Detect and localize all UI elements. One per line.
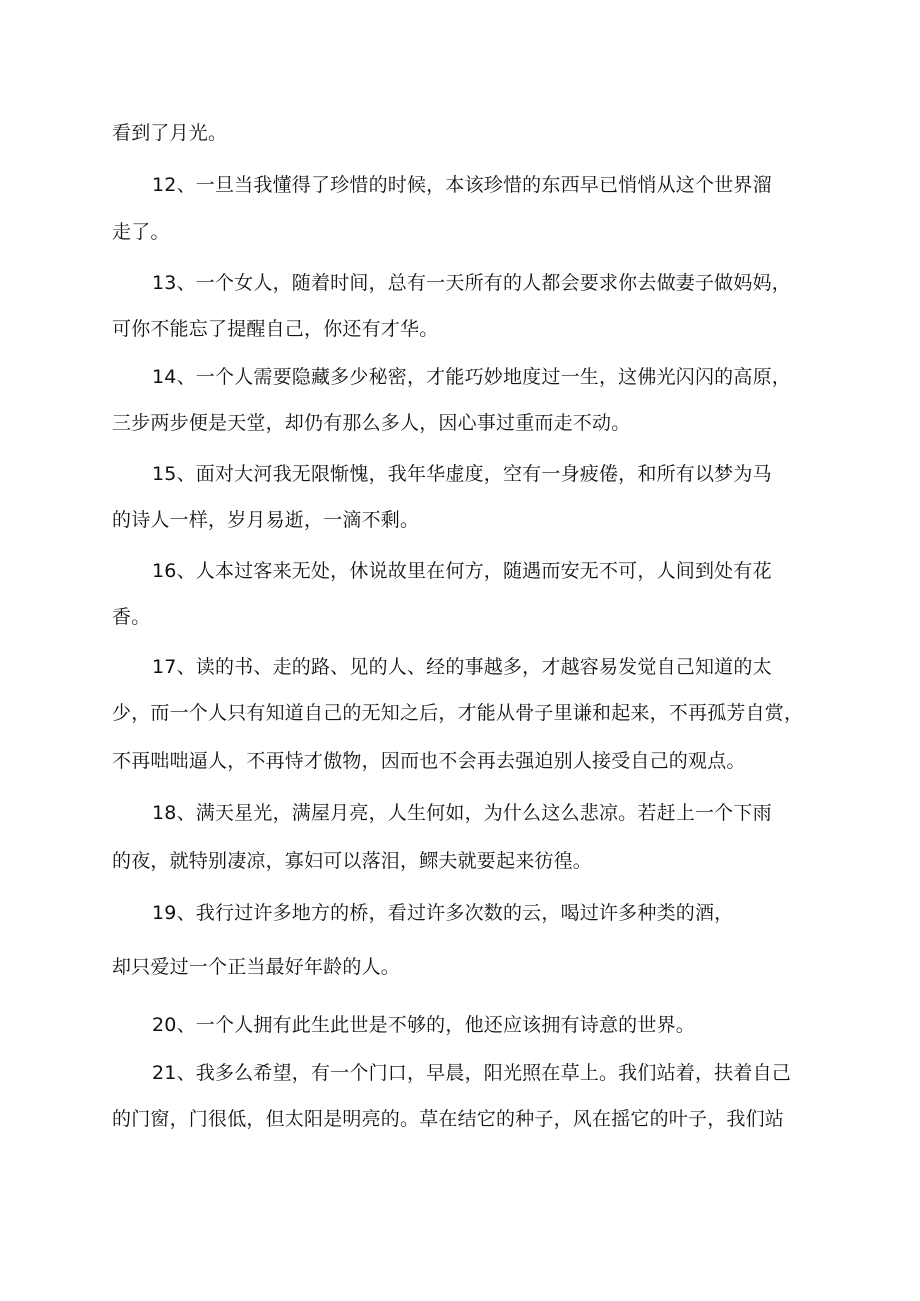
- text-line: 14、一个人需要隐藏多少秘密，才能巧妙地度过一生，这佛光闪闪的高原，: [152, 366, 791, 388]
- text-line: 15、面对大河我无限惭愧，我年华虚度，空有一身疲倦，和所有以梦为马: [152, 463, 772, 485]
- text-line: 看到了月光。: [112, 122, 228, 144]
- text-line: 不再咄咄逼人，不再恃才傲物，因而也不会再去强迫别人接受自己的观点。: [112, 750, 746, 772]
- text-line: 19、我行过许多地方的桥，看过许多次数的云，喝过许多种类的酒，: [152, 902, 734, 924]
- text-line: 18、满天星光，满屋月亮，人生何如，为什么这么悲凉。若赶上一个下雨: [152, 802, 772, 824]
- text-line: 20、一个人拥有此生此世是不够的，他还应该拥有诗意的世界。: [152, 1014, 695, 1036]
- text-line: 16、人本过客来无处，休说故里在何方，随遇而安无不可，人间到处有花: [152, 560, 772, 582]
- text-line: 走了。: [112, 221, 170, 243]
- text-line: 少，而一个人只有知道自己的无知之后，才能从骨子里谦和起来，不再孤芳自赏，: [112, 702, 804, 724]
- text-line: 的门窗，门很低，但太阳是明亮的。草在结它的种子，风在摇它的叶子，我们站: [112, 1108, 785, 1130]
- text-line: 21、我多么希望，有一个门口，早晨，阳光照在草上。我们站着，扶着自己: [152, 1062, 791, 1084]
- text-line: 的夜，就特别凄凉，寡妇可以落泪，鳏夫就要起来彷徨。: [112, 850, 593, 872]
- text-line: 13、一个女人，随着时间，总有一天所有的人都会要求你去做妻子做妈妈，: [152, 272, 791, 294]
- text-line: 17、读的书、走的路、见的人、经的事越多，才越容易发觉自己知道的太: [152, 656, 772, 678]
- text-line: 三步两步便是天堂，却仍有那么多人，因心事过重而走不动。: [112, 412, 631, 434]
- text-line: 的诗人一样，岁月易逝，一滴不剩。: [112, 509, 420, 531]
- text-line: 却只爱过一个正当最好年龄的人。: [112, 956, 401, 978]
- text-line: 可你不能忘了提醒自己，你还有才华。: [112, 318, 439, 340]
- text-line: 香。: [112, 606, 151, 628]
- text-line: 12、一旦当我懂得了珍惜的时候，本该珍惜的东西早已悄悄从这个世界溜: [152, 174, 772, 196]
